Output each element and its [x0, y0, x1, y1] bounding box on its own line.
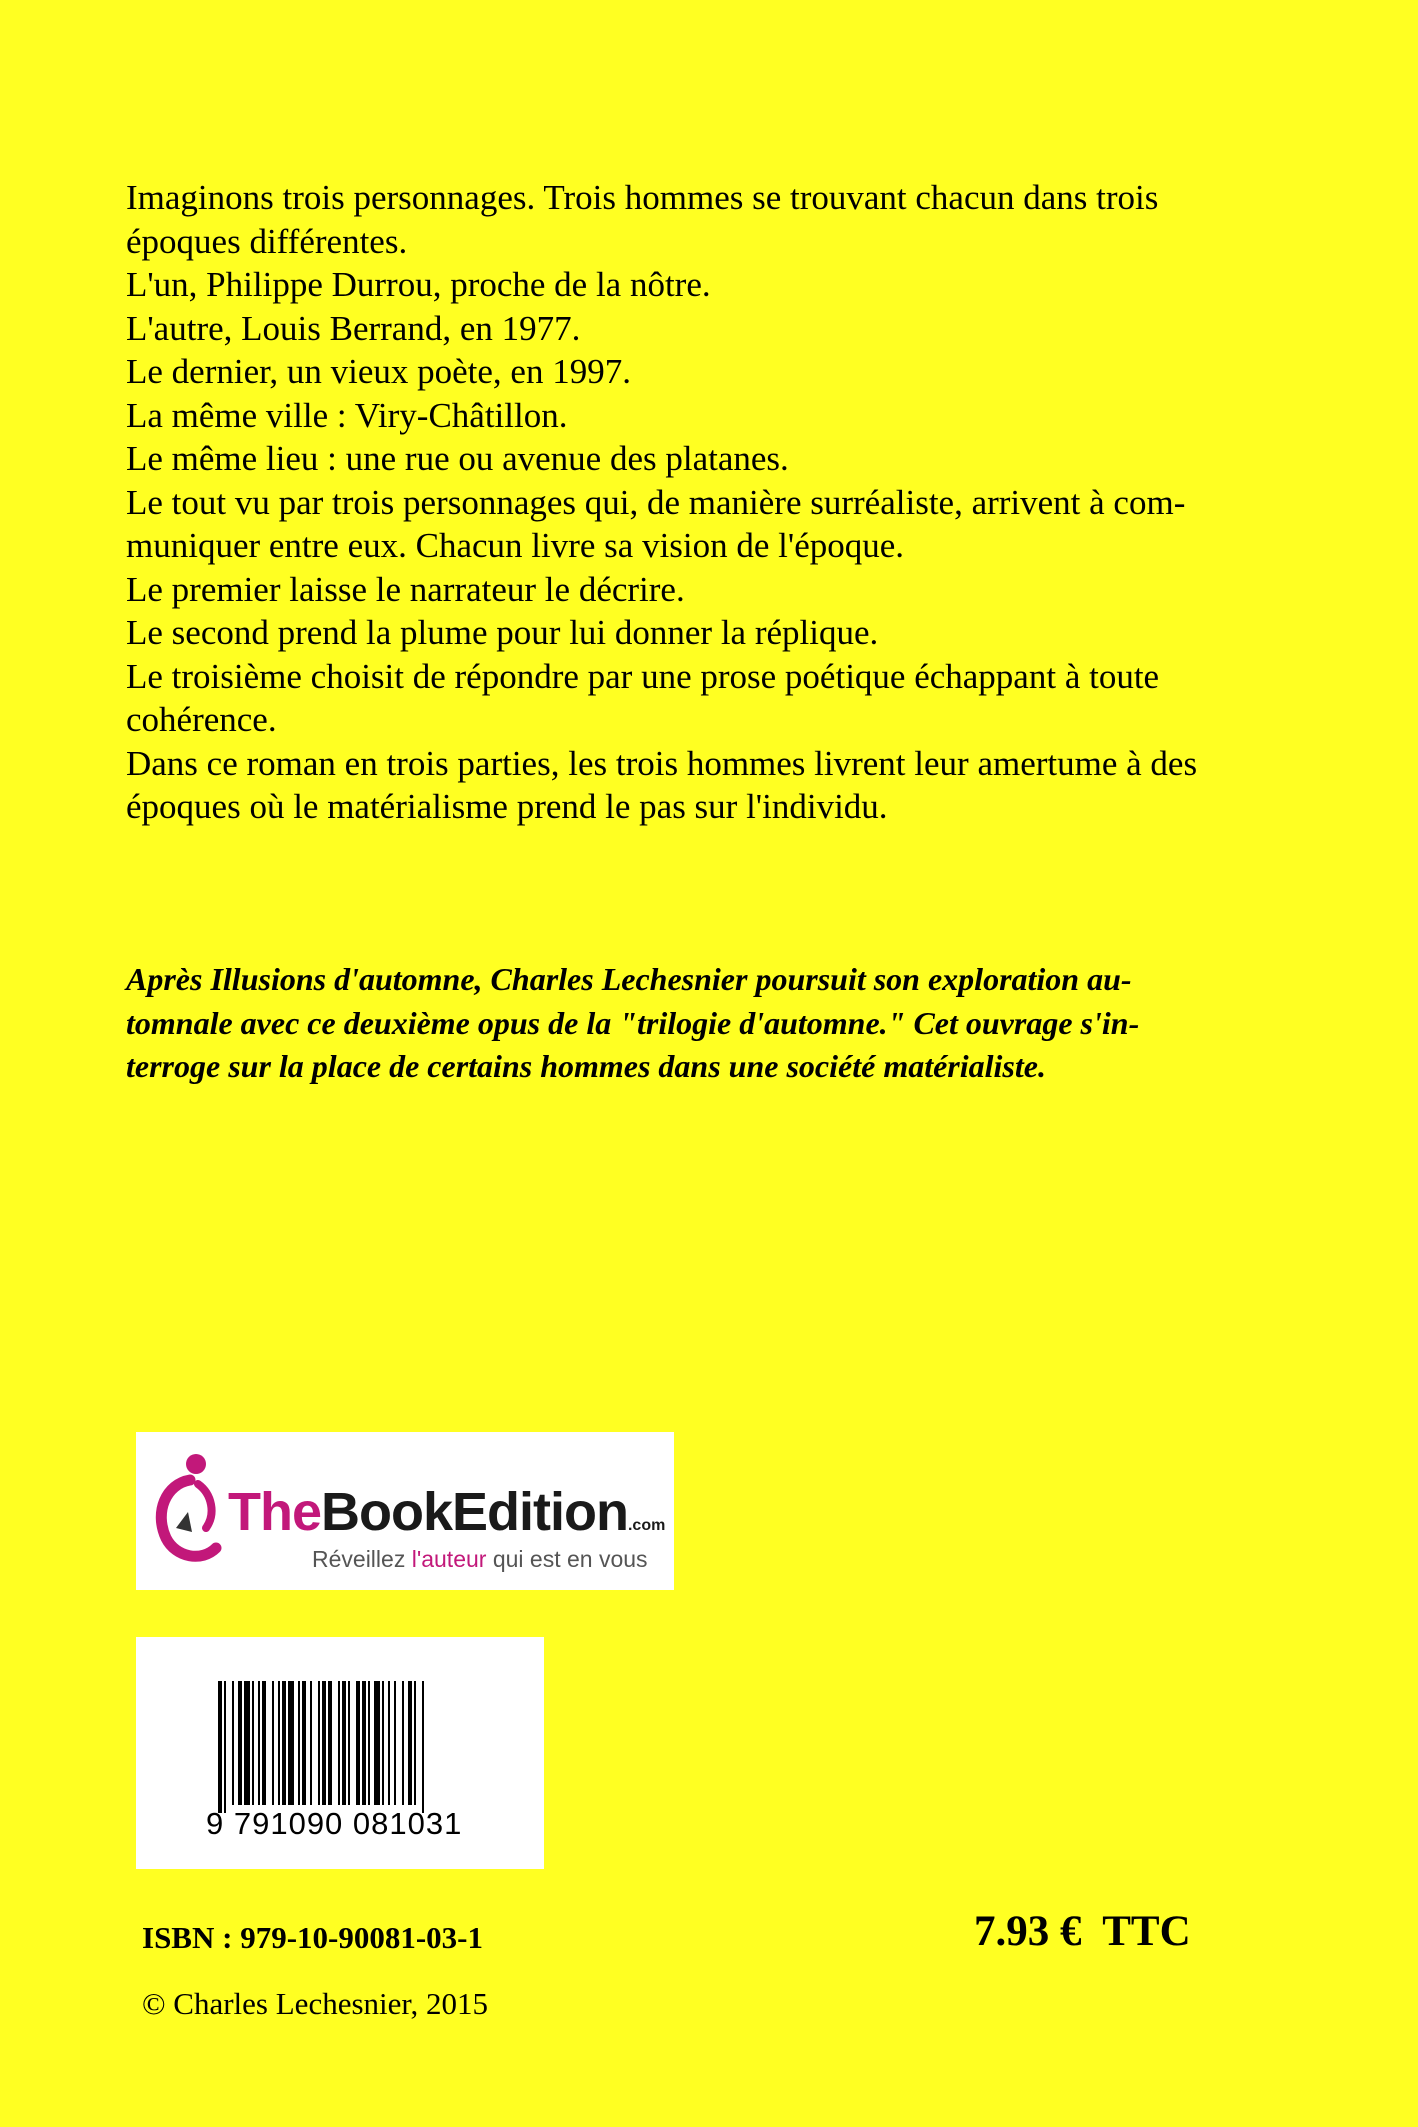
barcode-bar: [388, 1681, 390, 1805]
barcode-bar: [282, 1681, 286, 1805]
synopsis-text: [126, 176, 1306, 829]
barcode-bar: [362, 1681, 366, 1805]
barcode-bar: [328, 1681, 332, 1805]
synopsis-line: Le tout vu par trois personnages qui, de manière surréaliste, arrivent à com-: [126, 482, 1186, 522]
barcode-bar: [310, 1681, 312, 1805]
blurb-line: Après Illusions d'automne, Charles Lechesnier poursuit son exploration au-: [126, 961, 1132, 997]
barcode-bar: [238, 1681, 242, 1805]
barcode-bar: [356, 1681, 360, 1805]
logo-book: BookEdition: [321, 1482, 628, 1542]
barcode-digits: 9 791090 081031: [206, 1806, 463, 1841]
synopsis-line: L'autre, Louis Berrand, en 1977.: [126, 308, 581, 348]
barcode-bar: [322, 1681, 326, 1805]
barcode-bar: [218, 1681, 222, 1813]
barcode-bar: [278, 1681, 280, 1805]
tagline-post: qui est en vous: [486, 1546, 648, 1572]
barcode-bar: [342, 1681, 346, 1805]
barcode-bar: [338, 1681, 340, 1805]
barcode-bar: [232, 1681, 234, 1805]
barcode-bar: [318, 1681, 320, 1805]
synopsis-line: époques où le matérialisme prend le pas sur l'individu.: [126, 787, 888, 826]
copyright-notice: © Charles Lechesnier, 2015: [142, 1986, 488, 2021]
barcode-bar: [224, 1681, 226, 1813]
logo-dotcom: .com: [627, 1517, 666, 1534]
synopsis-line: Le troisième choisit de répondre par une prose poétique échappant à toute: [126, 656, 1160, 696]
synopsis-line: cohérence.: [126, 700, 277, 739]
isbn-label: ISBN : 979-10-90081-03-1: [142, 1920, 483, 1955]
barcode-bar: [394, 1681, 396, 1805]
synopsis-line: L'un, Philippe Durrou, proche de la nôtre.: [126, 265, 711, 304]
synopsis-line: Dans ce roman en trois parties, les trois hommes livrent leur amertume à des: [126, 743, 1198, 783]
blurb-line: tomnale avec ce deuxième opus de la "trilogie d'automne." Cet ouvrage s'in-: [126, 1004, 1140, 1041]
synopsis-line: Imaginons trois personnages. Trois hommes se trouvant chacun dans trois: [126, 178, 1159, 217]
publisher-tagline: [312, 1546, 648, 1572]
publisher-logo: [136, 1432, 674, 1590]
publisher-logo-wordmark: [228, 1484, 665, 1554]
synopsis-line: Le même lieu : une rue ou avenue des platanes.: [126, 439, 789, 478]
price-label: 7.93 € TTC: [974, 1908, 1191, 1955]
barcode-bar: [368, 1681, 370, 1805]
barcode-bar: [298, 1681, 300, 1805]
barcode-bar: [374, 1681, 380, 1805]
barcode-bar: [414, 1681, 416, 1805]
logo-the: The: [228, 1482, 322, 1542]
barcode-bar: [258, 1681, 260, 1805]
tagline-accent: l'auteur: [411, 1546, 487, 1572]
synopsis-line: muniquer entre eux. Chacun livre sa vision de l'époque.: [126, 526, 905, 565]
barcode: [136, 1637, 544, 1869]
tagline-pre: Réveillez: [312, 1546, 412, 1572]
publisher-logo-icon: [136, 1432, 236, 1590]
synopsis-line: époques différentes.: [126, 221, 408, 261]
barcode-bar: [382, 1681, 384, 1805]
barcode-bar: [302, 1681, 306, 1805]
barcode-bar: [348, 1681, 350, 1805]
synopsis-line: Le second prend la plume pour lui donner la réplique.: [126, 613, 879, 652]
blurb-line: terroge sur la place de certains hommes dans une société matérialiste.: [126, 1048, 1046, 1084]
barcode-bar: [288, 1681, 294, 1805]
author-blurb: [126, 958, 1316, 1089]
barcode-bar: [408, 1681, 412, 1805]
synopsis-line: Le dernier, un vieux poète, en 1997.: [126, 352, 631, 391]
barcode-bar: [402, 1681, 404, 1805]
barcode-bar: [272, 1681, 274, 1805]
synopsis-line: Le premier laisse le narrateur le décrire.: [126, 569, 685, 609]
barcode-bar: [252, 1681, 254, 1805]
barcode-bar: [244, 1681, 250, 1805]
synopsis-line: La même ville : Viry-Châtillon.: [126, 395, 568, 435]
barcode-bar: [422, 1681, 424, 1813]
barcode-bar: [262, 1681, 266, 1805]
